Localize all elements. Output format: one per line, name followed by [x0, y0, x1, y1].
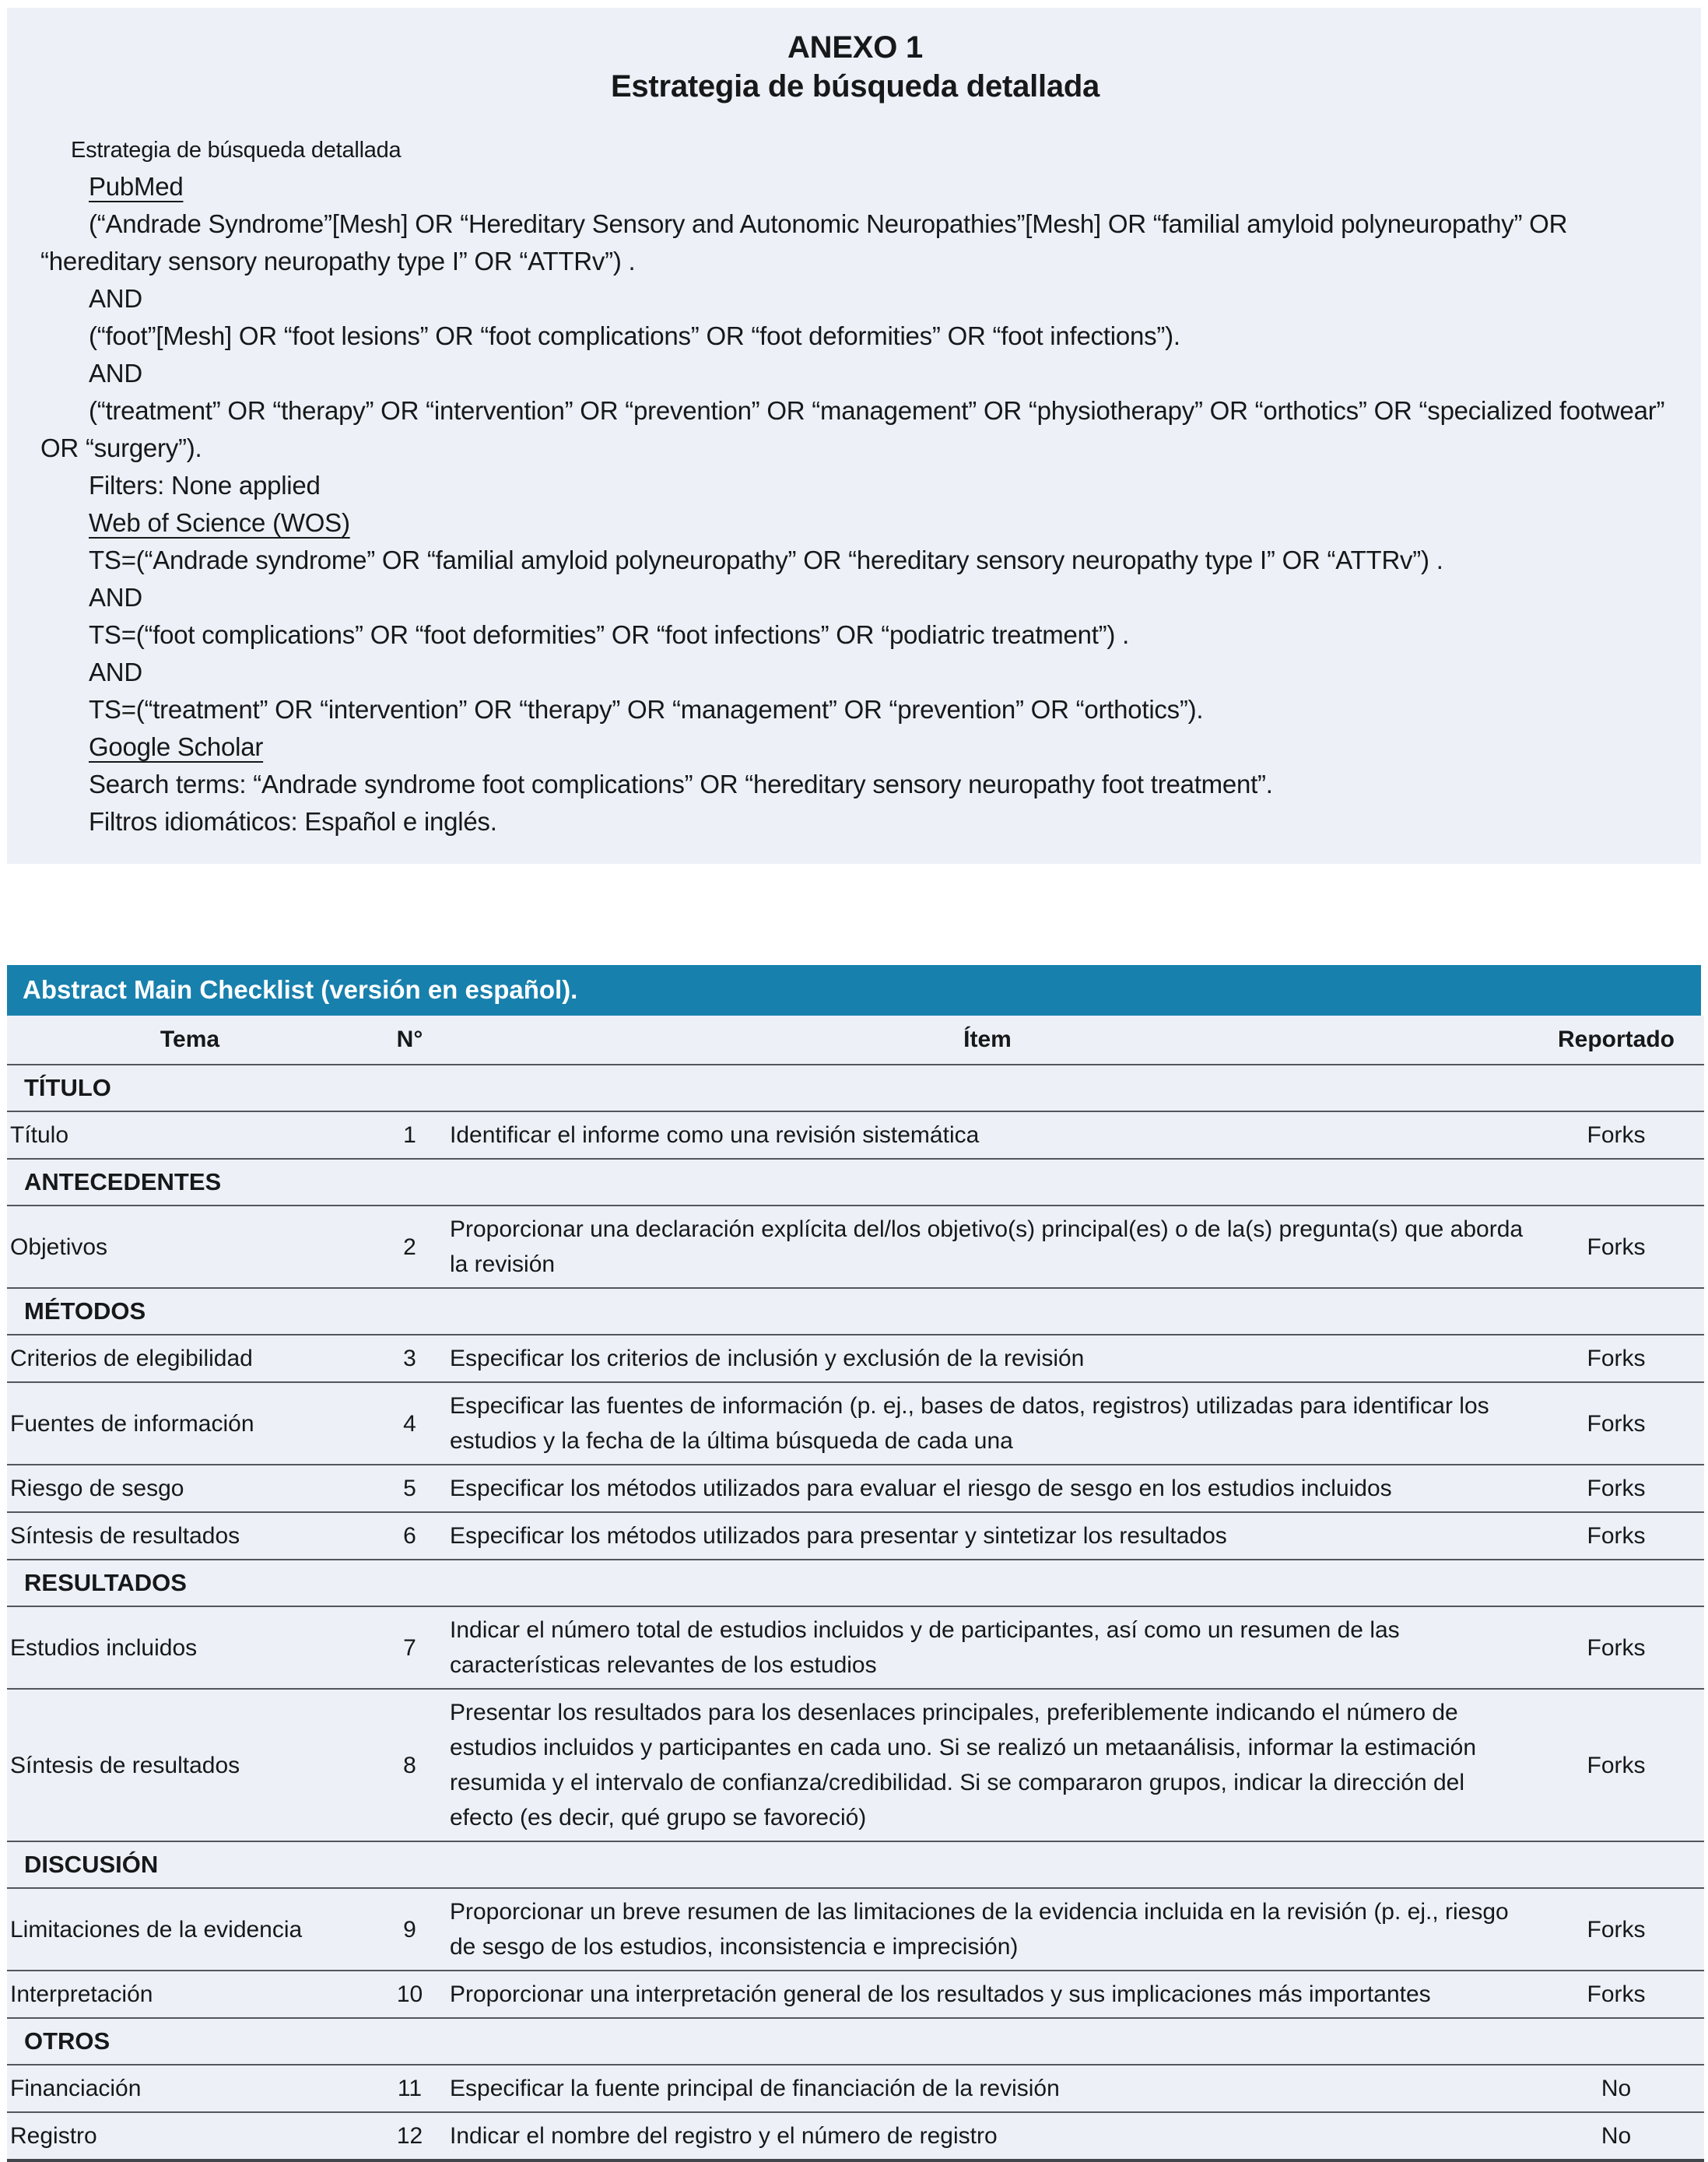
annex-line-text: AND [89, 583, 142, 612]
cell-item: Presentar los resultados para los desenlaces principales, preferiblemente indicando el número de estudios incluidos y participantes en cada uno. Si se realizó un metaanálisis, informar la estimación resumida y el intervalo de confianza/credibilidad. Si se compararon grupos, indicar la dirección del efecto (es decir, qué grupo se favoreció) [447, 1689, 1528, 1841]
table-section-row [7, 1560, 1704, 1606]
cell-tema: Criterios de elegibilidad [7, 1335, 373, 1382]
checklist-item-row [7, 1606, 1704, 1689]
cell-rep: Forks [1528, 1335, 1704, 1382]
cell-rep: Forks [1528, 1689, 1704, 1841]
cell-item: Indicar el nombre del registro y el número de registro [447, 2112, 1528, 2160]
table-header-row [7, 1016, 1704, 1065]
checklist-item-row [7, 1512, 1704, 1560]
cell-tema: Estudios incluidos [7, 1606, 373, 1689]
cell-item: Especificar las fuentes de información (p. ej., bases de datos, registros) utilizadas para identificar los estudios y la fecha de la última búsqueda de cada una [447, 1382, 1528, 1465]
checklist-item-row [7, 2112, 1704, 2160]
table-section-row [7, 2018, 1704, 2065]
table-section-row [7, 1841, 1704, 1888]
cell-num: 6 [373, 1512, 447, 1560]
cell-num: 3 [373, 1335, 447, 1382]
checklist-item-row [7, 2065, 1704, 2112]
search-strategy-line [40, 392, 1670, 467]
annex-line-text: Search terms: “Andrade syndrome foot complications” OR “hereditary sensory neuropathy foot treatment”. [89, 770, 1273, 798]
search-strategy-line [40, 318, 1670, 355]
checklist-section [7, 965, 1701, 2162]
cell-rep: No [1528, 2065, 1704, 2112]
database-name-heading [40, 504, 1670, 542]
document-page [0, 8, 1708, 2149]
section-name: ANTECEDENTES [7, 1159, 1704, 1206]
annex-title: ANEXO 1 [787, 30, 923, 65]
cell-num: 2 [373, 1206, 447, 1288]
cell-num: 11 [373, 2065, 447, 2112]
annex-search-strategy-panel [7, 8, 1701, 864]
section-name: RESULTADOS [7, 1560, 1704, 1606]
cell-tema: Financiación [7, 2065, 373, 2112]
cell-item: Especificar los criterios de inclusión y exclusión de la revisión [447, 1335, 1528, 1382]
cell-item: Proporcionar un breve resumen de las limitaciones de la evidencia incluida en la revisión (p. ej., riesgo de sesgo de los estudios, inconsistencia e imprecisión) [447, 1888, 1528, 1971]
checklist-item-row [7, 1888, 1704, 1971]
annex-line-text: AND [89, 284, 142, 313]
cell-tema: Síntesis de resultados [7, 1512, 373, 1560]
cell-num: 5 [373, 1465, 447, 1512]
search-strategy-line [40, 542, 1670, 579]
cell-rep: No [1528, 2112, 1704, 2160]
annex-line-text: TS=(“treatment” OR “intervention” OR “therapy” OR “management” OR “prevention” OR “orthotics”). [89, 695, 1204, 724]
database-name-heading [40, 728, 1670, 766]
annex-line-text: (“treatment” OR “therapy” OR “intervention” OR “prevention” OR “management” OR “physiotherapy” OR “orthotics” OR “specialized footwear” OR “surgery”). [40, 396, 1665, 462]
cell-item: Identificar el informe como una revisión sistemática [447, 1111, 1528, 1159]
cell-tema: Objetivos [7, 1206, 373, 1288]
search-strategy-line [40, 654, 1670, 691]
search-strategy-line [40, 691, 1670, 728]
checklist-item-row [7, 1971, 1704, 2018]
column-header-item: Ítem [963, 1027, 1012, 1052]
section-name: OTROS [7, 2018, 1704, 2065]
checklist-item-row [7, 1465, 1704, 1512]
cell-tema: Riesgo de sesgo [7, 1465, 373, 1512]
section-name: MÉTODOS [7, 1288, 1704, 1335]
table-section-row [7, 1159, 1704, 1206]
cell-item: Especificar los métodos utilizados para evaluar el riesgo de sesgo en los estudios incluidos [447, 1465, 1528, 1512]
annex-line-text: AND [89, 658, 142, 686]
cell-rep: Forks [1528, 1382, 1704, 1465]
cell-num: 9 [373, 1888, 447, 1971]
search-strategy-line [40, 467, 1670, 504]
search-strategy-line [40, 205, 1670, 280]
cell-tema: Registro [7, 2112, 373, 2160]
cell-tema: Interpretación [7, 1971, 373, 2018]
column-header-reportado: Reportado [1558, 1027, 1675, 1052]
checklist-item-row [7, 1206, 1704, 1288]
annex-line-text: Filtros idiomáticos: Español e inglés. [89, 807, 497, 836]
cell-num: 1 [373, 1111, 447, 1159]
cell-rep: Forks [1528, 1971, 1704, 2018]
search-strategy-line [40, 355, 1670, 392]
cell-num: 10 [373, 1971, 447, 2018]
search-strategy-line [40, 803, 1670, 841]
cell-item: Especificar la fuente principal de financiación de la revisión [447, 2065, 1528, 2112]
cell-item: Proporcionar una interpretación general de los resultados y sus implicaciones más importantes [447, 1971, 1528, 2018]
cell-num: 8 [373, 1689, 447, 1841]
annex-line-text: TS=(“foot complications” OR “foot deformities” OR “foot infections” OR “podiatric treatment”) . [89, 620, 1130, 649]
cell-rep: Forks [1528, 1606, 1704, 1689]
table-section-row [7, 1065, 1704, 1111]
search-strategy-line [40, 280, 1670, 318]
cell-num: 4 [373, 1382, 447, 1465]
annex-caption: Estrategia de búsqueda detallada [71, 138, 402, 163]
search-strategy-line [40, 579, 1670, 616]
annex-line-text: Web of Science (WOS) [89, 508, 350, 537]
cell-tema: Título [7, 1111, 373, 1159]
search-strategy-line [40, 766, 1670, 803]
annex-subtitle: Estrategia de búsqueda detallada [610, 69, 1100, 104]
table-section-row [7, 1288, 1704, 1335]
annex-line-text: Filters: None applied [89, 471, 321, 500]
cell-num: 7 [373, 1606, 447, 1689]
cell-tema: Limitaciones de la evidencia [7, 1888, 373, 1971]
cell-rep: Forks [1528, 1111, 1704, 1159]
column-header-numero: N° [396, 1027, 423, 1052]
cell-rep: Forks [1528, 1465, 1704, 1512]
annex-line-text: PubMed [89, 172, 184, 201]
annex-line-text: Google Scholar [89, 732, 264, 761]
cell-rep: Forks [1528, 1888, 1704, 1971]
search-strategy-line [40, 616, 1670, 654]
annex-line-text: (“foot”[Mesh] OR “foot lesions” OR “foot complications” OR “foot deformities” OR “foot infections”). [89, 321, 1180, 350]
section-name: DISCUSIÓN [7, 1841, 1704, 1888]
checklist-table-title: Abstract Main Checklist (versión en español). [7, 965, 1701, 1016]
cell-num: 12 [373, 2112, 447, 2160]
cell-item: Proporcionar una declaración explícita del/los objetivo(s) principal(es) o de la(s) pregunta(s) que aborda la revisión [447, 1206, 1528, 1288]
cell-item: Indicar el número total de estudios incluidos y de participantes, así como un resumen de las características relevantes de los estudios [447, 1606, 1528, 1689]
cell-tema: Fuentes de información [7, 1382, 373, 1465]
section-name: TÍTULO [7, 1065, 1704, 1111]
cell-item: Especificar los métodos utilizados para presentar y sintetizar los resultados [447, 1512, 1528, 1560]
cell-tema: Síntesis de resultados [7, 1689, 373, 1841]
annex-line-text: AND [89, 359, 142, 388]
database-name-heading [40, 168, 1670, 205]
checklist-item-row [7, 1335, 1704, 1382]
cell-rep: Forks [1528, 1512, 1704, 1560]
checklist-item-row [7, 1689, 1704, 1841]
checklist-table [7, 1016, 1704, 2162]
annex-strategy-lines [40, 168, 1670, 841]
annex-line-text: (“Andrade Syndrome”[Mesh] OR “Hereditary Sensory and Autonomic Neuropathies”[Mesh] OR “familial amyloid polyneuropathy” OR “hereditary sensory neuropathy type I” OR “ATTRv”) . [40, 209, 1568, 276]
checklist-item-row [7, 1382, 1704, 1465]
annex-line-text: TS=(“Andrade syndrome” OR “familial amyloid polyneuropathy” OR “hereditary sensory neuropathy type I” OR “ATTRv”) . [89, 546, 1443, 574]
cell-rep: Forks [1528, 1206, 1704, 1288]
column-header-tema: Tema [160, 1027, 220, 1052]
checklist-item-row [7, 1111, 1704, 1159]
